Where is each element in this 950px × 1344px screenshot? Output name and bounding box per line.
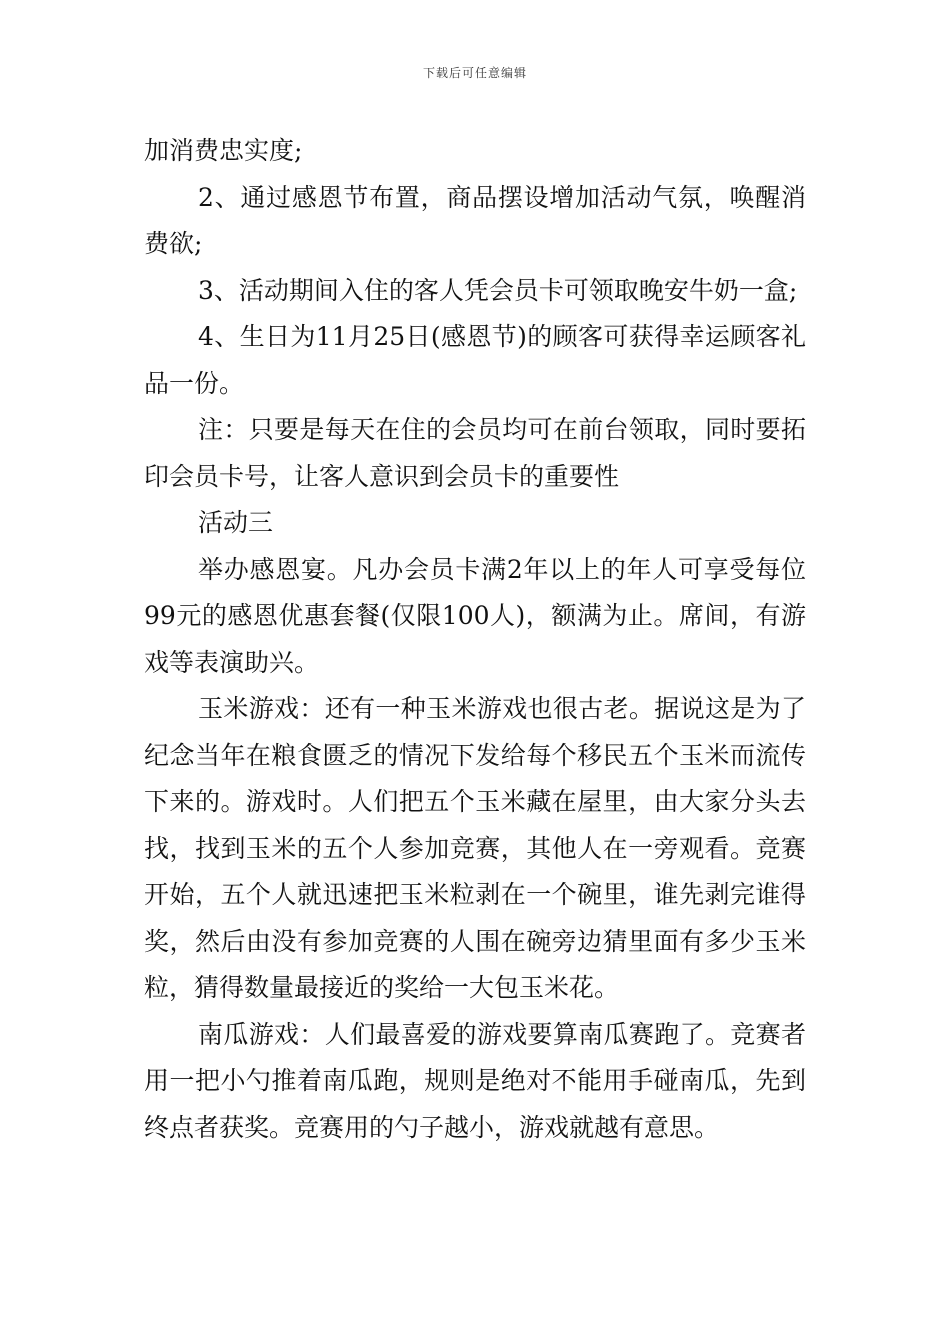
paragraph-corn-game: 玉米游戏：还有一种玉米游戏也很古老。据说这是为了纪念当年在粮食匮乏的情况下发给每个移民五个玉米而流传下来的。游戏时。人们把五个玉米藏在屋里，由大家分头去找，找到玉米的五个人参加竞赛，其他人在一旁观看。竞赛开始，五个人就迅速把玉米粒剥在一个碗里，谁先剥完谁得奖，然后由没有参加竞赛的人围在碗旁边猜里面有多少玉米粒，猜得数量最接近的奖给一大包玉米花。 <box>144 694 806 1002</box>
paragraph-continuation: 加消费忠实度; <box>144 136 303 165</box>
page-header: 下载后可任意编辑 <box>422 66 527 80</box>
paragraph-item-2: 2、通过感恩节布置，商品摆设增加活动气氛，唤醒消费欲; <box>144 182 806 258</box>
paragraph-note: 注：只要是每天在住的会员均可在前台领取，同时要拓印会员卡号，让客人意识到会员卡的重要性 <box>144 415 806 491</box>
section-heading-activity-3: 活动三 <box>198 508 274 537</box>
paragraph-thanksgiving-banquet: 举办感恩宴。凡办会员卡满2年以上的年人可享受每位99元的感恩优惠套餐(仅限100人)，额满为止。席间，有游戏等表演助兴。 <box>144 554 806 677</box>
document-body <box>144 128 806 1151</box>
paragraph-pumpkin-game: 南瓜游戏：人们最喜爱的游戏要算南瓜赛跑了。竞赛者用一把小勺推着南瓜跑，规则是绝对不能用手碰南瓜，先到终点者获奖。竞赛用的勺子越小，游戏就越有意思。 <box>144 1019 806 1142</box>
paragraph-item-4: 4、生日为11月25日(感恩节)的顾客可获得幸运顾客礼品一份。 <box>144 322 806 398</box>
paragraph-item-3: 3、活动期间入住的客人凭会员卡可领取晚安牛奶一盒; <box>198 275 798 305</box>
